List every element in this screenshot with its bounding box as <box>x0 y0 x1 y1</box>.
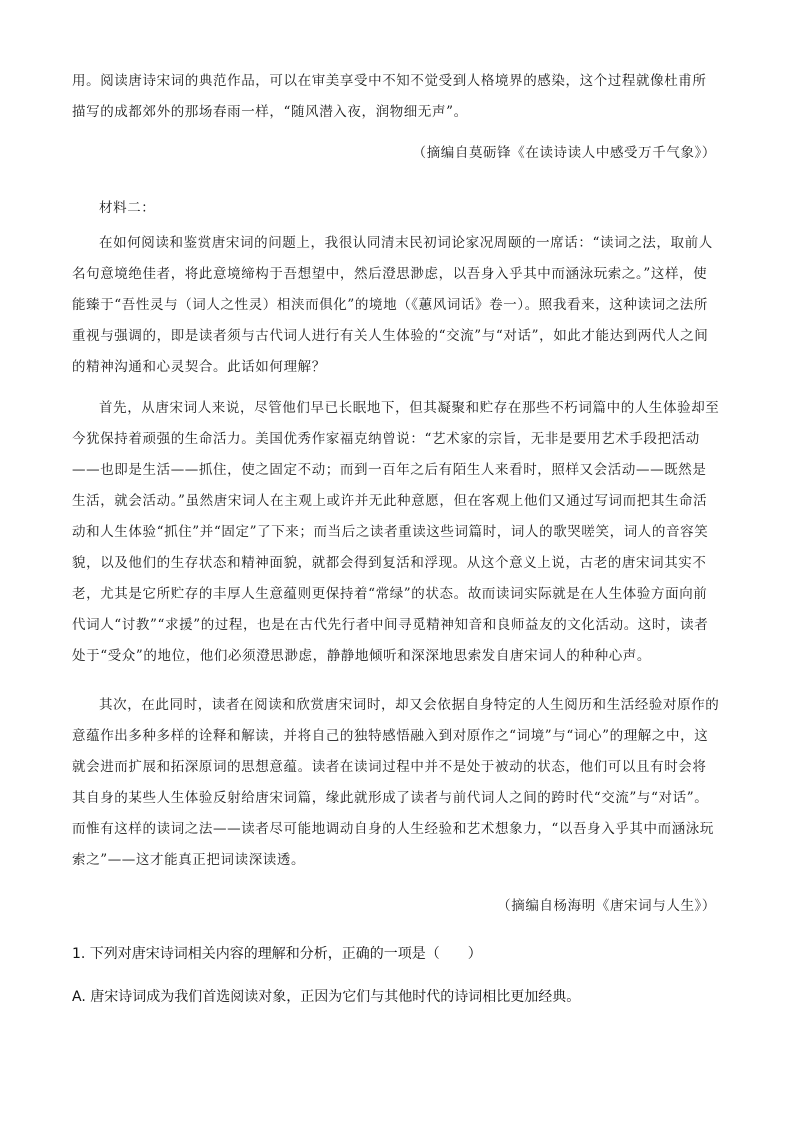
question-1-option-a: A. 唐宋诗词成为我们首选阅读对象，正因为它们与其他时代的诗词相比更加经典。 <box>72 989 581 1005</box>
material-two-paragraph-1: 在如何阅读和鉴赏唐宋词的问题上，我很认同清末民初词论家况周颐的一席话：“读词之法，取前人名句意境绝佳者，将此意境缔构于吾想望中，然后澄思渺虑，以吾身入乎其中而涵泳玩索之。”这样，使能臻于“吾性灵与（词人之性灵）相浃而俱化”的境地（《蕙风词话》卷一）。照我看来，这种读词之法所重视与强调的，即是读者须与古代词人进行有关人生体验的“交流”与“对话”，如此才能达到两代人之间的精神沟通和心灵契合。此话如何理解？ <box>72 235 713 375</box>
material-two-paragraph-2: 首先，从唐宋词人来说，尽管他们早已长眠地下，但其凝聚和贮存在那些不朽词篇中的人生体验却至今犹保持着顽强的生命活力。美国优秀作家福克纳曾说：“艺术家的宗旨，无非是要用艺术手段把活动——也即是生活——抓住，使之固定不动；而到一百年之后有陌生人来看时，照样又会活动——既然是生活，就会活动。”虽然唐宋词人在主观上或许并无此种意愿，但在客观上他们又通过写词而把其生命活动和人生体验“抓住”并“固定”了下来；而当后之读者重读这些词篇时，词人的歌哭嗟笑，词人的音容笑貌，以及他们的生存状态和精神面貌，就都会得到复活和浮现。从这个意义上说，古老的唐宋词其实不老，尤其是它所贮存的丰厚人生意蕴则更保持着“常绿”的状态。故而读词实际就是在人生体验方面向前代词人“讨教”“求援”的过程，也是在古代先行者中间寻觅精神知音和良师益友的文化活动。这时，读者处于“受众”的地位，他们必须澄思渺虑，静静地倾听和深深地思索发自唐宋词人的种种心声。 <box>72 400 720 664</box>
source-citation-2: （摘编自杨海明《唐宋词与人生》） <box>497 898 716 914</box>
source-citation-1: （摘编自莫砺锋《在读诗读人中感受万千气象》） <box>412 145 716 161</box>
material-two-paragraph-3: 其次，在此同时，读者在阅读和欣赏唐宋词时，却又会依据自身特定的人生阅历和生活经验对原作的意蕴作出多种多样的诠释和解读，并将自己的独特感悟融入到对原作之“词境”与“词心”的理解之中，这就会进而扩展和拓深原词的思想意蕴。读者在读词过程中并不是处于被动的状态，他们可以且有时会将其自身的某些人生体验反射给唐宋词篇，缘此就形成了读者与前代词人之间的跨时代“交流”与“对话”。而惟有这样的读词之法——读者尽可能地调动自身的人生经验和艺术想象力，“以吾身入乎其中而涵泳玩索之”——这才能真正把词读深读透。 <box>72 697 720 868</box>
intro-paragraph: 用。阅读唐诗宋词的典范作品，可以在审美享受中不知不觉受到人格境界的感染，这个过程就像杜甫所描写的成都郊外的那场春雨一样，“随风潜入夜，润物细无声”。 <box>72 73 707 120</box>
question-1-stem: 1. 下列对唐宋诗词相关内容的理解和分析，正确的一项是（ ） <box>72 946 482 962</box>
material-two-label: 材料二： <box>99 200 156 216</box>
